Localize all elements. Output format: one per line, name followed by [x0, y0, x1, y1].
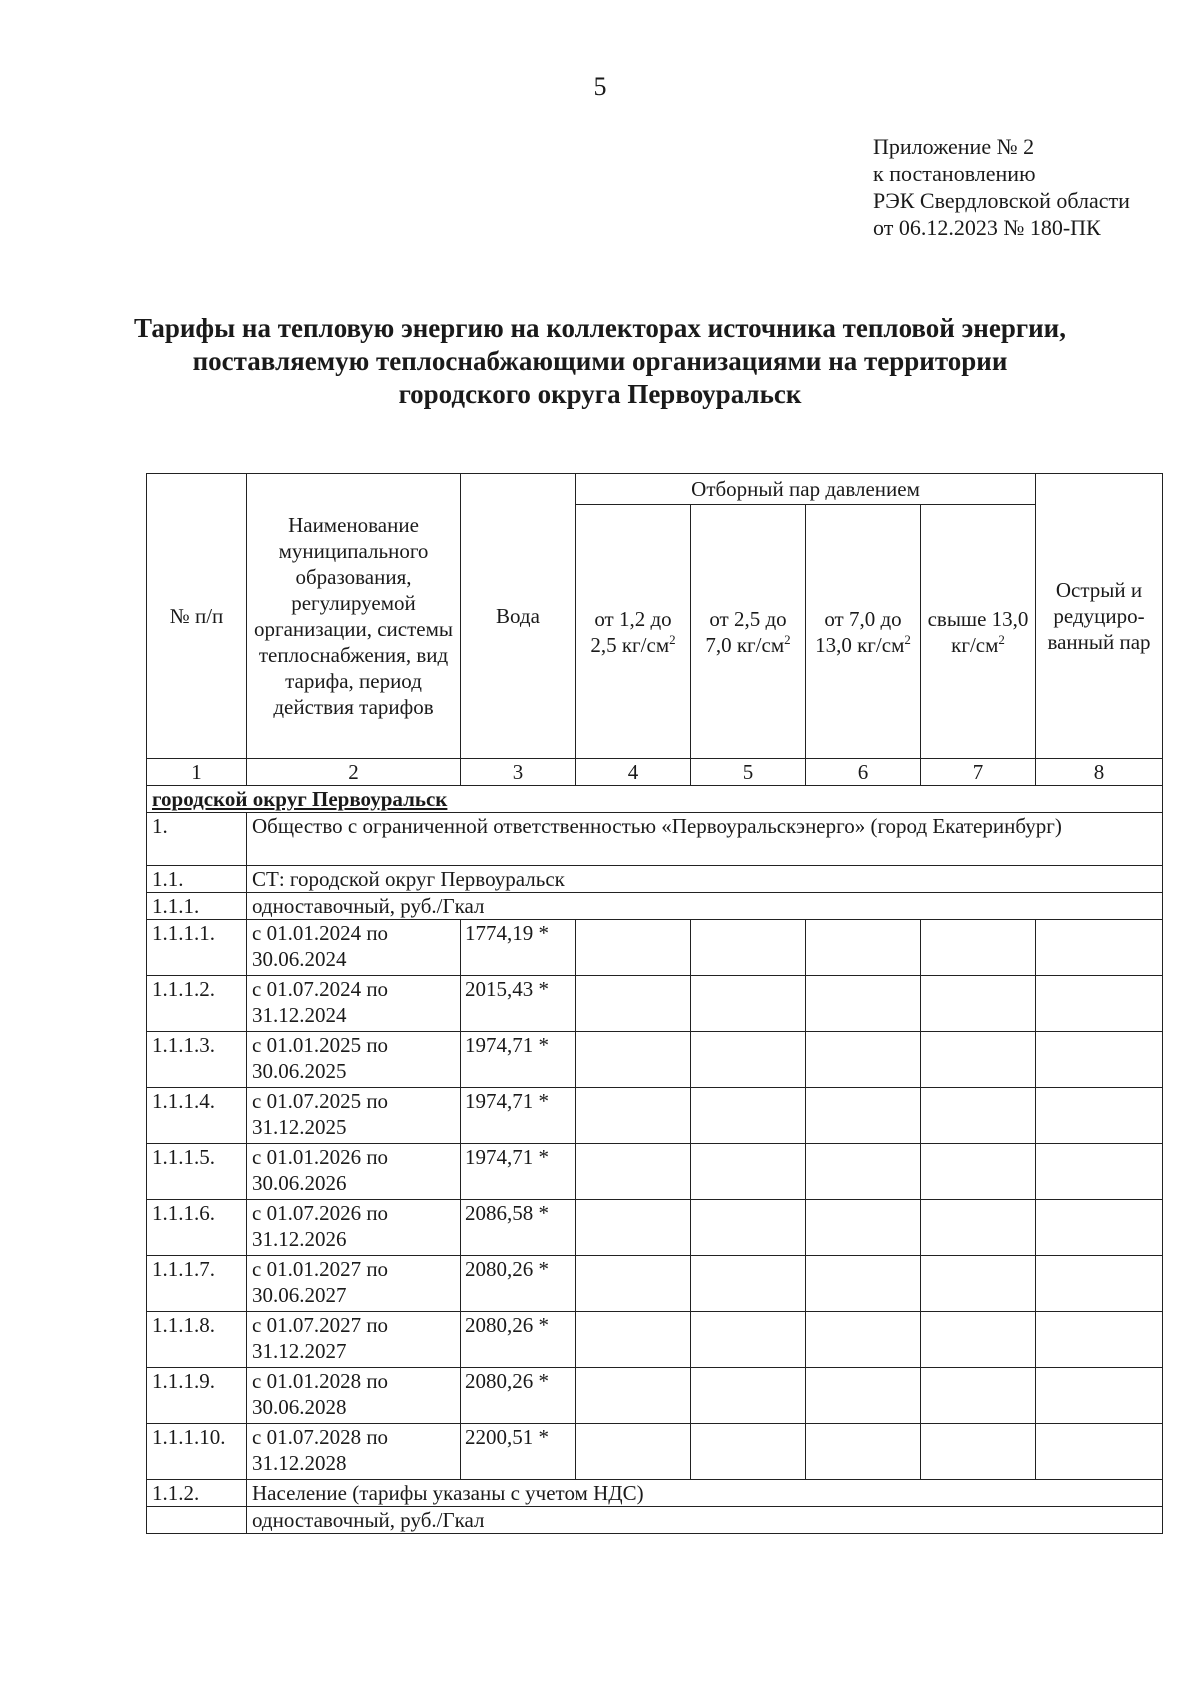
row-period: с 01.01.2028 по 30.06.2028	[247, 1368, 461, 1424]
header-steam-1	[576, 505, 691, 759]
row-num: 1.1.1.6.	[147, 1200, 247, 1256]
row-num: 1.1.1.7.	[147, 1256, 247, 1312]
empty-cell	[921, 1256, 1036, 1312]
system-name: СТ: городской округ Первоуральск	[247, 866, 1163, 893]
empty-cell	[921, 1312, 1036, 1368]
empty-cell	[576, 1144, 691, 1200]
row-num: 1.1.1.2.	[147, 976, 247, 1032]
row-num: 1.1.1.9.	[147, 1368, 247, 1424]
table-row	[147, 1256, 1163, 1312]
empty-cell	[691, 920, 806, 976]
empty-cell	[921, 1144, 1036, 1200]
row-num: 1.1.1.4.	[147, 1088, 247, 1144]
row-water-tariff: 1974,71 *	[461, 1144, 576, 1200]
empty-cell	[576, 1312, 691, 1368]
column-number-row	[147, 759, 1163, 786]
header-row	[147, 474, 1163, 505]
column-number: 7	[921, 759, 1036, 786]
empty-cell	[576, 1032, 691, 1088]
row-num: 1.1.1.8.	[147, 1312, 247, 1368]
population-tariff-type-name: одноставочный, руб./Гкал	[247, 1507, 1163, 1534]
empty-cell	[921, 920, 1036, 976]
empty-cell	[1036, 1088, 1163, 1144]
header-steam-2-text: от 2,5 до 7,0 кг/см	[705, 606, 787, 657]
table-row	[147, 1368, 1163, 1424]
header-steam-2	[691, 505, 806, 759]
row-period: с 01.01.2026 по 30.06.2026	[247, 1144, 461, 1200]
row-period: с 01.07.2025 по 31.12.2025	[247, 1088, 461, 1144]
superscript: 2	[669, 631, 676, 647]
appendix-line: к постановлению	[873, 161, 1036, 186]
header-steam-group: Отборный пар давлением	[576, 474, 1036, 505]
header-steam-3-text: от 7,0 до 13,0 кг/см	[815, 606, 905, 657]
row-period: с 01.07.2024 по 31.12.2024	[247, 976, 461, 1032]
row-water-tariff: 2200,51 *	[461, 1424, 576, 1480]
row-period: с 01.01.2027 по 30.06.2027	[247, 1256, 461, 1312]
column-number: 6	[806, 759, 921, 786]
table-row	[147, 976, 1163, 1032]
header-steam-4	[921, 505, 1036, 759]
document-title	[100, 312, 1100, 411]
empty-cell	[691, 1032, 806, 1088]
appendix-line: РЭК Свердловской области	[873, 188, 1130, 213]
row-water-tariff: 1974,71 *	[461, 1032, 576, 1088]
empty-cell	[921, 1424, 1036, 1480]
empty-cell	[576, 1256, 691, 1312]
column-number: 1	[147, 759, 247, 786]
row-period: с 01.01.2024 по 30.06.2024	[247, 920, 461, 976]
empty-cell	[576, 920, 691, 976]
empty-cell	[1036, 1312, 1163, 1368]
row-water-tariff: 2080,26 *	[461, 1312, 576, 1368]
column-number: 5	[691, 759, 806, 786]
section-title: городской округ Первоуральск	[147, 786, 1163, 813]
population-name: Население (тарифы указаны с учетом НДС)	[247, 1480, 1163, 1507]
empty-cell	[576, 1424, 691, 1480]
empty-cell	[691, 1312, 806, 1368]
row-period: с 01.07.2026 по 31.12.2026	[247, 1200, 461, 1256]
empty-cell	[1036, 920, 1163, 976]
page-number: 5	[593, 72, 607, 101]
population-row	[147, 1480, 1163, 1507]
row-num: 1.1.1.1.	[147, 920, 247, 976]
empty-cell	[806, 920, 921, 976]
table-row	[147, 1032, 1163, 1088]
empty-cell	[691, 976, 806, 1032]
empty-cell	[921, 1088, 1036, 1144]
empty-cell	[691, 1088, 806, 1144]
column-number: 3	[461, 759, 576, 786]
tariff-table	[146, 473, 1163, 1534]
header-sharp-steam: Острый и редуциро-ванный пар	[1036, 474, 1163, 759]
column-number: 4	[576, 759, 691, 786]
appendix-line: от 06.12.2023 № 180-ПК	[873, 215, 1101, 240]
header-num: № п/п	[147, 474, 247, 759]
appendix-line: Приложение № 2	[873, 134, 1035, 159]
row-num: 1.1.2.	[147, 1480, 247, 1507]
table-row	[147, 920, 1163, 976]
tariff-type-name: одноставочный, руб./Гкал	[247, 893, 1163, 920]
empty-cell	[806, 1144, 921, 1200]
system-row	[147, 866, 1163, 893]
empty-cell	[806, 1368, 921, 1424]
empty-cell	[691, 1144, 806, 1200]
empty-cell	[806, 1200, 921, 1256]
empty-cell	[806, 1312, 921, 1368]
empty-cell	[921, 1200, 1036, 1256]
row-num: 1.1.1.10.	[147, 1424, 247, 1480]
row-period: с 01.07.2027 по 31.12.2027	[247, 1312, 461, 1368]
empty-cell	[1036, 1032, 1163, 1088]
empty-cell	[691, 1424, 806, 1480]
empty-cell	[806, 976, 921, 1032]
empty-cell	[1036, 1424, 1163, 1480]
title-line: городского округа Первоуральск	[398, 379, 802, 409]
empty-cell	[1036, 1368, 1163, 1424]
tariff-type-row	[147, 893, 1163, 920]
table-row	[147, 1200, 1163, 1256]
row-water-tariff: 1974,71 *	[461, 1088, 576, 1144]
row-num: 1.1.1.3.	[147, 1032, 247, 1088]
row-water-tariff: 2080,26 *	[461, 1368, 576, 1424]
superscript: 2	[904, 631, 911, 647]
empty-cell	[1036, 1256, 1163, 1312]
empty-cell	[1036, 976, 1163, 1032]
column-number: 2	[247, 759, 461, 786]
row-num: 1.1.1.	[147, 893, 247, 920]
superscript: 2	[784, 631, 791, 647]
row-num: 1.1.	[147, 866, 247, 893]
row-num: 1.1.1.5.	[147, 1144, 247, 1200]
header-steam-3	[806, 505, 921, 759]
row-period: с 01.01.2025 по 30.06.2025	[247, 1032, 461, 1088]
row-num: 1.	[147, 813, 247, 866]
header-steam-1-text: от 1,2 до 2,5 кг/см	[590, 606, 672, 657]
empty-cell	[576, 1088, 691, 1144]
row-period: с 01.07.2028 по 31.12.2028	[247, 1424, 461, 1480]
empty-cell	[1036, 1200, 1163, 1256]
organization-name: Общество с ограниченной ответственностью «Первоуральскэнерго» (город Екатеринбург)	[247, 813, 1163, 866]
empty-cell	[806, 1032, 921, 1088]
empty-cell	[921, 1032, 1036, 1088]
title-line: Тарифы на тепловую энергию на коллекторах источника тепловой энергии,	[134, 313, 1066, 343]
header-steam-4-text: свыше 13,0 кг/см	[927, 606, 1029, 657]
empty-cell	[921, 1368, 1036, 1424]
header-water: Вода	[461, 474, 576, 759]
population-tariff-type-row	[147, 1507, 1163, 1534]
empty-cell	[576, 976, 691, 1032]
empty-cell	[806, 1256, 921, 1312]
table-row	[147, 1088, 1163, 1144]
column-number: 8	[1036, 759, 1163, 786]
row-num	[147, 1507, 247, 1534]
empty-cell	[1036, 1144, 1163, 1200]
empty-cell	[691, 1256, 806, 1312]
appendix-note	[873, 133, 1130, 241]
row-water-tariff: 2086,58 *	[461, 1200, 576, 1256]
row-water-tariff: 2015,43 *	[461, 976, 576, 1032]
empty-cell	[576, 1200, 691, 1256]
table-row	[147, 1312, 1163, 1368]
empty-cell	[806, 1088, 921, 1144]
empty-cell	[691, 1200, 806, 1256]
title-line: поставляемую теплоснабжающими организациями на территории	[192, 346, 1008, 376]
empty-cell	[691, 1368, 806, 1424]
organization-row	[147, 813, 1163, 866]
empty-cell	[576, 1368, 691, 1424]
header-name: Наименование муниципального образования, регулируемой организации, системы теплоснабжения, вид тарифа, период действия тарифов	[247, 474, 461, 759]
empty-cell	[921, 976, 1036, 1032]
table-row	[147, 1144, 1163, 1200]
row-water-tariff: 1774,19 *	[461, 920, 576, 976]
empty-cell	[806, 1424, 921, 1480]
row-water-tariff: 2080,26 *	[461, 1256, 576, 1312]
superscript: 2	[998, 631, 1005, 647]
section-row	[147, 786, 1163, 813]
table-row	[147, 1424, 1163, 1480]
